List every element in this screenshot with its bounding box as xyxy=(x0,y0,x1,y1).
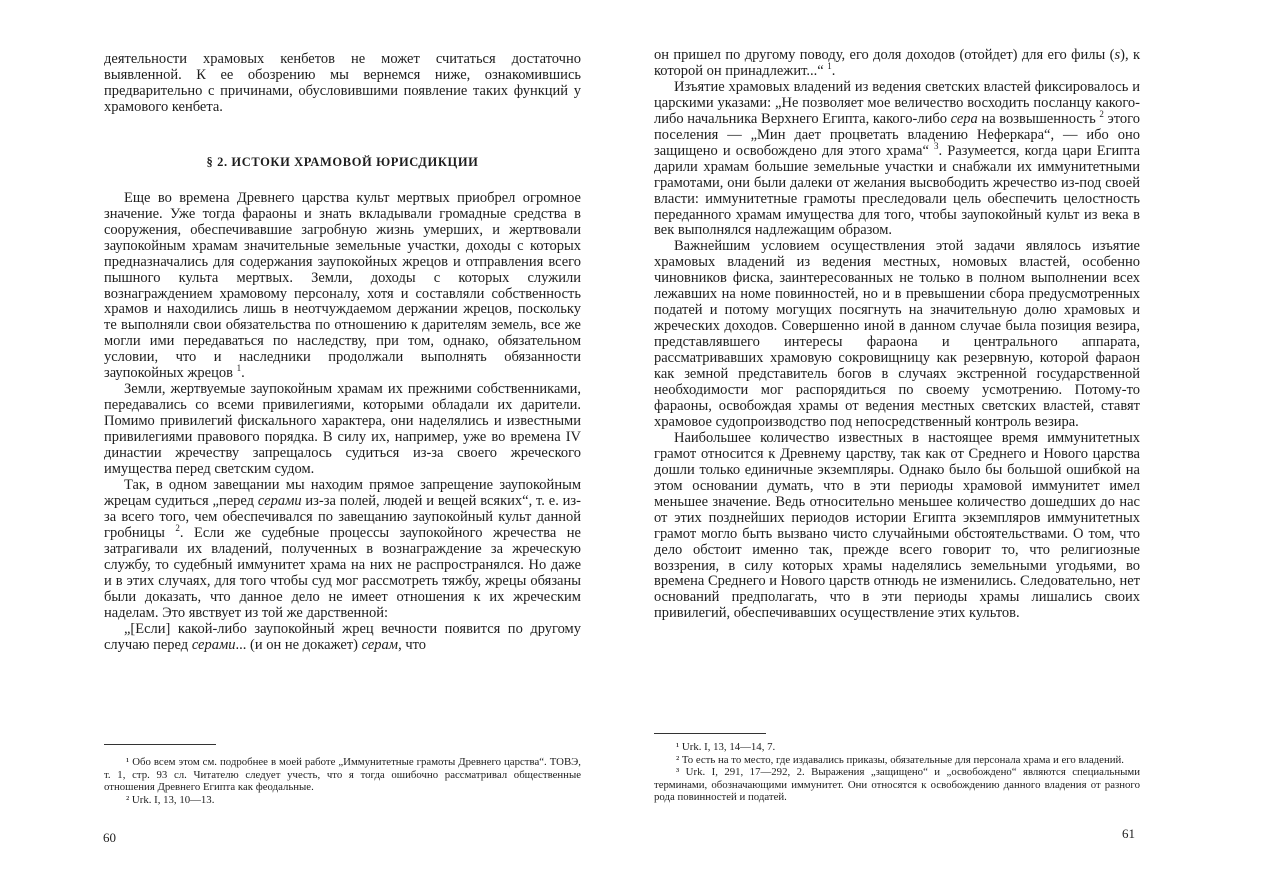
footnote-ref: 3 xyxy=(934,140,939,151)
footnotes xyxy=(654,741,1140,804)
paragraph: он пришел по другому поводу, его доля доходов (отойдет) для его филы (s), к которой он принадлежит...“ $^1$. xyxy=(654,47,1140,79)
left-page-body xyxy=(104,52,581,653)
paragraph: „[Если] какой-либо заупокойный жрец вечности появится по другому случаю перед серами... (и он не докажет) серам, что xyxy=(104,620,581,653)
footnote: ¹ Обо всем этом см. подробнее в моей работе „Иммунитетные грамоты Древнего царства“. ТОВЭ, т. 1, стр. 93 сл. Читателю следует учесть, что я тогда ошибочно рассматривал общественные отношения Древнего Египта как феодальные. xyxy=(104,756,581,794)
page-number: 61 xyxy=(1122,826,1135,841)
paragraph: Еще во времена Древнего царства культ мертвых приобрел огромное значение. Уже тогда фараоны и знать вкладывали громадные средства в сооружения, обеспечивавшие загробную жизнь умерших, и жертвовали заупокойным храмам значительные земельные участки, доходы с которых предназначались для содержания заупокойных жрецов и отправления всего пышного культа мертвых. Земли, доходы с которых служили вознаграждением храмовому персоналу, хотя и составляли собственность храмов и находились лишь в неотчуждаемом держании жрецов, поскольку те выполняли свои обязательства по отношению к дарителям земель, все же могли ими передаваться по наследству, при том, однако, обязательном условии, что и наследники продолжали выполнять обязанности заупокойных жрецов $^1$. xyxy=(104,189,581,382)
footnote-divider xyxy=(104,744,216,745)
footnote-ref: 2 xyxy=(1099,108,1104,119)
section-heading: § 2. ИСТОКИ ХРАМОВОЙ ЮРИСДИКЦИИ xyxy=(206,154,479,169)
paragraph: Важнейшим условием осуществления этой задачи являлось изъятие храмовых владений из ведения местных, номовых властей, особенно чиновников фиска, заинтересованных не только в полном выполнении всех лежавших на номе повинностей, но и в превышении сбора предусмотренных податей и потому могущих посягнуть на значительную долю храмовых и жреческих доходов. Совершенно иной в данном случае была позиция везира, представлявшего интересы фараона и центрального аппарата, рассматривавших храмовую сокровищницу как резервную, которой фараон как земной представитель богов в случаях экстренной государственной необходимости мог распорядиться по своему усмотрению. Потому-то фараоны, освобождая храмы от ведения местных светских властей, ставят храмовое судопроизводство под непосредственный контроль везира. xyxy=(654,238,1140,430)
footnote-ref: 2 xyxy=(175,523,180,533)
footnote-ref: 1 xyxy=(827,61,832,72)
footnote: ² То есть на то место, где издавались приказы, обязательные для персонала храма и его владений. xyxy=(676,753,1124,766)
page-number: 60 xyxy=(103,830,116,845)
footnotes xyxy=(104,756,581,806)
footnote: ¹ Urk. I, 13, 14—14, 7. xyxy=(676,741,776,753)
footnote: ² Urk. I, 13, 10—13. xyxy=(126,793,215,806)
paragraph: Земли, жертвуемые заупокойным храмам их прежними собственниками, передавались со всеми привилегиями, которыми обладали их дарители. Помимо привилегий фискального характера, они наделялись и известными привилегиями правового порядка. В силу их, например, уже во времена IV династии жречеству запрещалось судиться из-за своего жреческого имущества перед светским судом. xyxy=(104,381,581,478)
paragraph: Изъятие храмовых владений из ведения светских властей фиксировалось и царскими указами: „Не позволяет мое величество восходить посланцу какого-либо начальника Верхнего Египта, какого-либо сера на возвышенность $^2$ этого поселения — „Мин дает процветать владению Неферкара“, — ибо оно защищено и освобождено для этого храма“ $^3$. Разумеется, когда цари Египта дарили храмам большие земельные участки и снабжали их иммунитетными грамотами, они были далеки от желания высвободить жречество из-под своей власти: иммунитетные грамоты преследовали цель обеспечить целостность переданного храмам имущества для того, чтобы заупокойный культ из века в век выполнялся надлежащим образом. xyxy=(654,78,1141,239)
footnote-divider xyxy=(654,733,766,734)
footnote: ³ Urk. I, 291, 17—292, 2. Выражения „защищено“ и „освобождено“ являются специальными терминами, обозначающими иммунитет. Они относятся к освобождению данного владения от разного рода повинностей и податей. xyxy=(654,766,1140,804)
footnote-ref: 1 xyxy=(236,363,242,374)
paragraph: Наибольшее количество известных в настоящее время иммунитетных грамот относится к Древнему царству, так как от Среднего и Нового царства дошли только единичные экземпляры. Однако было бы большой ошибкой на этом основании думать, что в эти периоды храмовой иммунитет имел меньшее значение. Ведь относительно меньшее количество дошедших до нас от этих позднейших периодов истории Египта экземпляров иммунитетных грамот могло быть вызвано чисто случайными обстоятельствами. О том, что дело обстоит именно так, прежде всего говорит то, что религиозные воззрения, в силу которых храмы наделялись земельными угодьями, во времена Среднего и Нового царств отнюдь не изменились. Следовательно, нет оснований предполагать, что в эти периоды храмы лишались своих привилегий, обеспечивавших осуществление этих культов. xyxy=(654,429,1140,622)
paragraph: Так, в одном завещании мы находим прямое запрещение заупокойным жрецам судиться „перед серами из-за полей, людей и вещей всяких“, т. е. из-за всего того, чем обеспечивался по завещанию заупокойный культ данной гробницы $^2$. Если же судебные процессы заупокойного жречества не затрагивали их владений, полученных в вознаграждение за жреческую службу, то судебный иммунитет храма на них не распространялся. Но даже и в этих случаях, для того чтобы суд мог рассмотреть тяжбу, жрецы обязаны были доказать, что данное дело не имеет отношения к их жреческим наделам. Это явствует из той же дарственной: xyxy=(104,476,581,621)
paragraph: деятельности храмовых кенбетов не может считаться достаточно выявленной. К ее обозрению мы вернемся ниже, ознакомившись предварительно с причинами, обусловившими появление таких функций у храмового кенбета. xyxy=(104,51,581,115)
right-page-body xyxy=(654,48,1140,622)
